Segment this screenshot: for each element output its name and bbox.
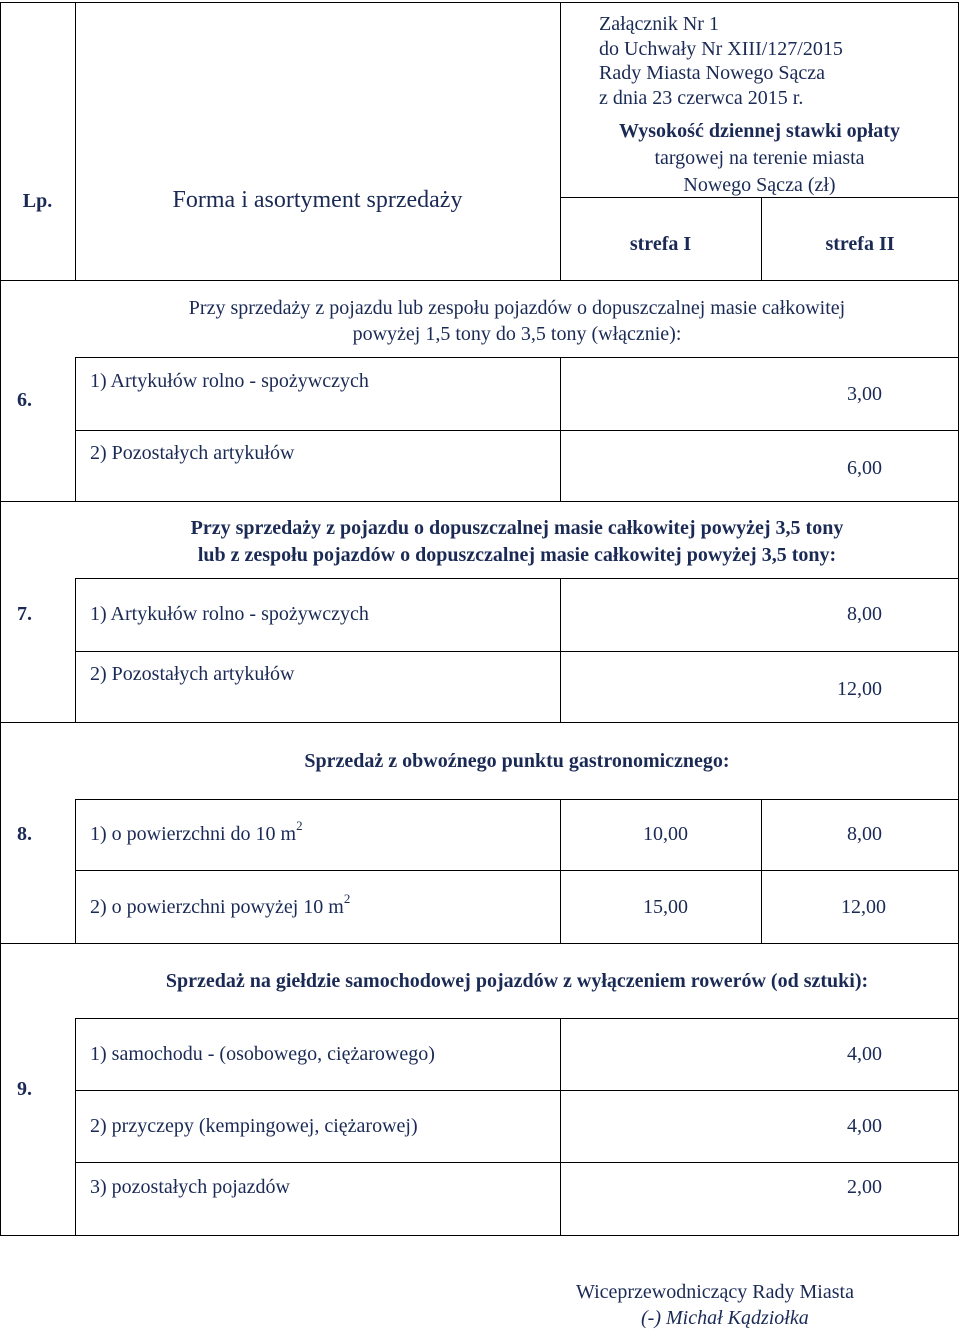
attachment-line-2: do Uchwały Nr XIII/127/2015 [599, 38, 843, 60]
row-8-item-1-zone-1: 10,00 [643, 823, 688, 845]
header-lp: Lp. [22, 190, 53, 212]
row-7-item-2-label: 2) Pozostałych artykułów [90, 663, 295, 685]
row-6-title-line-2: powyżej 1,5 tony do 3,5 tony (włącznie): [352, 323, 682, 345]
attachment-line-3: Rady Miasta Nowego Sącza [599, 62, 826, 84]
header-form: Forma i asortyment sprzedaży [172, 187, 463, 213]
row-8-item-1-superscript: 2 [296, 818, 303, 834]
header-rate-line-3: Nowego Sącza (zł) [683, 174, 836, 196]
attachment-line-1: Załącznik Nr 1 [599, 13, 719, 35]
header-zone-2: strefa II [825, 233, 895, 255]
row-6-title-line-1: Przy sprzedaży z pojazdu lub zespołu pojazdów o dopuszczalnej masie całkowitej [188, 297, 846, 319]
row-7-item-1-label: 1) Artykułów rolno - spożywczych [90, 603, 369, 625]
row-7-item-1-value: 8,00 [847, 603, 882, 625]
header-rate-line-2: targowej na terenie miasta [654, 147, 865, 169]
row-8-item-2-text: 2) o powierzchni powyżej 10 m [90, 896, 344, 918]
row-8-number: 8. [17, 823, 32, 845]
signature-role: Wiceprzewodniczący Rady Miasta [576, 1281, 854, 1303]
row-9-title: Sprzedaż na giełdzie samochodowej pojazdów z wyłączeniem rowerów (od sztuki): [165, 970, 869, 992]
row-6-item-1-label: 1) Artykułów rolno - spożywczych [90, 370, 369, 392]
row-8-item-1-zone-2: 8,00 [847, 823, 882, 845]
row-9-number: 9. [17, 1078, 32, 1100]
row-6-item-1-value: 3,00 [847, 383, 882, 405]
row-8-item-1-label [90, 818, 303, 846]
row-8-item-1-text: 1) o powierzchni do 10 m [90, 823, 297, 845]
row-9-item-1-label: 1) samochodu - (osobowego, ciężarowego) [90, 1043, 435, 1065]
row-6-number: 6. [17, 389, 32, 411]
row-6-item-2-label: 2) Pozostałych artykułów [90, 442, 295, 464]
row-9-item-1-value: 4,00 [847, 1043, 882, 1065]
attachment-line-4: z dnia 23 czerwca 2015 r. [599, 87, 804, 109]
row-7-title-line-2: lub z zespołu pojazdów o dopuszczalnej masie całkowitej powyżej 3,5 tony: [197, 544, 837, 566]
row-8-title: Sprzedaż z obwoźnego punktu gastronomicznego: [304, 750, 730, 772]
row-8-item-2-zone-1: 15,00 [643, 896, 688, 918]
header-zone-1: strefa I [629, 233, 692, 255]
row-9-item-2-label: 2) przyczepy (kempingowej, ciężarowej) [90, 1115, 418, 1137]
row-8-item-2-superscript: 2 [343, 891, 351, 907]
row-6-item-2-value: 6,00 [847, 457, 882, 479]
row-7-number: 7. [17, 603, 32, 625]
row-7-title-line-1: Przy sprzedaży z pojazdu o dopuszczalnej masie całkowitej powyżej 3,5 tony [190, 517, 844, 539]
header-rate-line-1: Wysokość dziennej stawki opłaty [619, 120, 900, 142]
row-8-item-2-label [90, 891, 351, 919]
signature-name: (-) Michał Kądziołka [641, 1307, 809, 1329]
row-8-item-2-zone-2: 12,00 [841, 896, 886, 918]
row-7-item-2-value: 12,00 [837, 678, 882, 700]
row-9-item-2-value: 4,00 [847, 1115, 882, 1137]
row-9-item-3-value: 2,00 [847, 1176, 882, 1198]
row-9-item-3-label: 3) pozostałych pojazdów [90, 1176, 290, 1198]
